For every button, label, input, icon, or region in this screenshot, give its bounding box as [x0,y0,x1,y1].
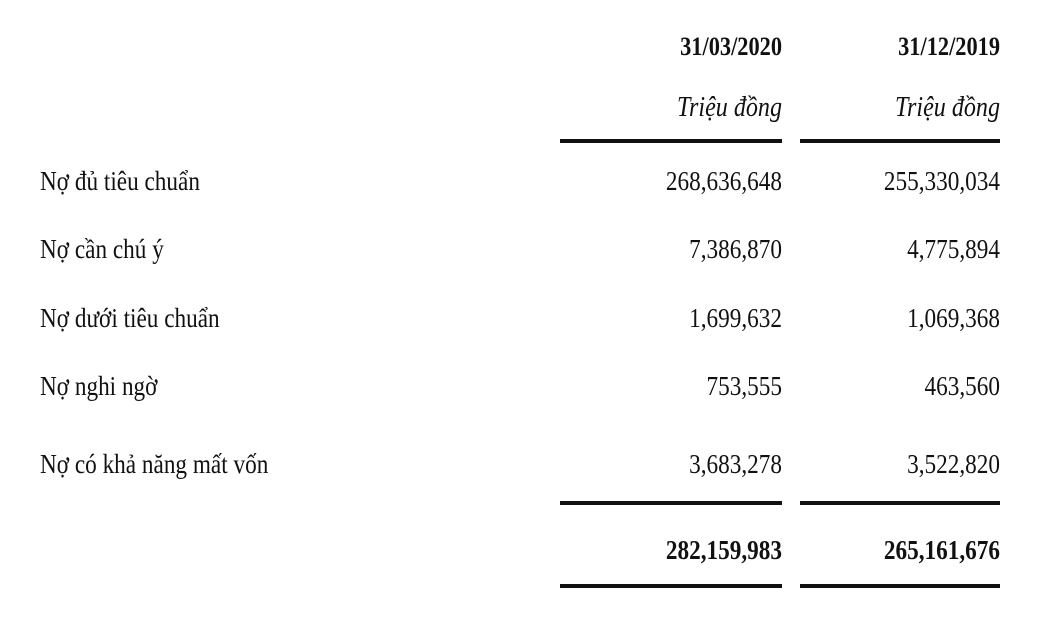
row-label: Nợ đủ tiêu chuẩn [40,166,200,196]
total-rule-bottom [800,584,1000,588]
total-value: 282,159,983 [665,535,782,565]
row-value: 4,775,894 [907,234,1000,264]
row-value: 753,555 [706,371,782,401]
row-value: 7,386,870 [689,234,782,264]
column-header-unit: Triệu đồng [676,92,782,123]
row-value: 1,069,368 [907,303,1000,333]
row-label: Nợ dưới tiêu chuẩn [40,303,220,333]
row-value: 255,330,034 [883,166,1000,196]
column-header-date: 31/12/2019 [898,32,1000,61]
row-label: Nợ nghi ngờ [40,371,158,401]
row-value: 1,699,632 [689,303,782,333]
total-rule-top [560,501,782,505]
row-value: 3,522,820 [907,449,1000,479]
column-header-date: 31/03/2020 [680,32,782,61]
row-label: Nợ có khả năng mất vốn [40,449,269,479]
header-underline [560,139,782,143]
total-rule-bottom [560,584,782,588]
total-rule-top [800,501,1000,505]
header-underline [800,139,1000,143]
row-value: 268,636,648 [665,166,782,196]
total-value: 265,161,676 [883,535,1000,565]
row-value: 3,683,278 [689,449,782,479]
row-value: 463,560 [924,371,1000,401]
row-label: Nợ cần chú ý [40,234,164,264]
column-header-unit: Triệu đồng [894,92,1000,123]
